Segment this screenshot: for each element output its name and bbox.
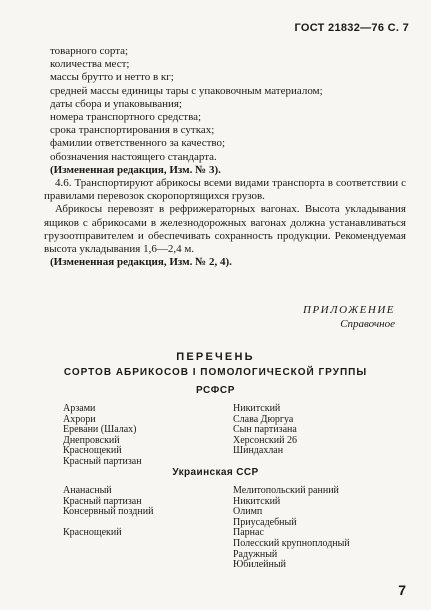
variety-name: Херсонский 26	[233, 434, 297, 446]
list-item: даты сбора и упаковывания;	[50, 97, 182, 110]
list-item: фамилии ответственного за качество;	[50, 137, 226, 150]
variety-name: Мелитопольский ранний	[233, 485, 339, 496]
variety-name: Консервный поздний	[63, 506, 154, 518]
variety-name: Юбилейный	[233, 559, 286, 571]
variety-name: Никитский	[233, 403, 281, 414]
variety-name: Ахрори	[63, 413, 96, 425]
variety-name: Еревани (Шалах)	[63, 424, 137, 436]
variety-name: Днепровский	[63, 434, 120, 446]
main-text	[44, 45, 406, 269]
variety-name: Краснощекий	[63, 527, 122, 539]
page-number: 7	[398, 582, 406, 598]
variety-name: Никитский	[233, 495, 281, 507]
variety-name: Арзами	[63, 403, 96, 414]
rsfsr-right-column	[233, 404, 297, 457]
variety-name: Красный партизан	[63, 455, 142, 467]
paragraph-refrigeration: Абрикосы перевозят в рефрижераторных вагонах. Высота укладывания ящиков с абрикосами в железнодорожных вагонах должна устанавливаться грузоотправителем и обеспечивать сохранность продукции. Рекомендуемая высота укладывания 1,6—2,4 м.	[44, 203, 406, 256]
appendix-label	[303, 303, 395, 331]
list-item: номера транспортного средства;	[50, 111, 202, 124]
variety-name: Сын партизана	[233, 424, 297, 436]
list-title: ПЕРЕЧЕНЬ	[176, 351, 255, 363]
list-item: средней массы единицы тары с упаковочным материалом;	[50, 84, 323, 97]
ukr-right-column	[233, 486, 350, 571]
page-header: ГОСТ 21832—76 С. 7	[294, 22, 409, 34]
list-item: товарного сорта;	[50, 45, 129, 57]
edit-note: (Измененная редакция, Изм. № 2, 4).	[50, 256, 232, 269]
variety-name: Олимп	[233, 506, 263, 518]
variety-name: Парнас	[233, 527, 264, 539]
list-item: обозначения настоящего стандарта.	[50, 150, 217, 163]
section-heading-ukr: Украинская ССР	[172, 467, 259, 478]
variety-name: Слава Дюргуа	[233, 413, 294, 425]
list-item: количества мест;	[50, 58, 130, 71]
rsfsr-left-column	[63, 404, 142, 468]
variety-name: Приусадебный	[233, 516, 297, 528]
ukr-left-column	[63, 486, 153, 539]
variety-name: Красный партизан	[63, 495, 142, 507]
appendix-subtitle: Справочное	[340, 318, 395, 330]
edit-note: (Измененная редакция, Изм. № 3).	[50, 163, 221, 176]
variety-name: Полесский крупноплодный	[233, 537, 350, 549]
list-item: срока транспортирования в сутках;	[50, 124, 215, 137]
list-item: массы брутто и нетто в кг;	[50, 71, 174, 84]
section-heading-rsfsr: РСФСР	[195, 385, 236, 396]
variety-name: Ананасный	[63, 485, 112, 496]
variety-name: Радужный	[233, 548, 278, 560]
label-requirements-list	[44, 45, 406, 164]
variety-name: Краснощекий	[63, 445, 122, 457]
paragraph-4-6: 4.6. Транспортируют абрикосы всеми видами транспорта в соответствии с правилами перевозок скоропортящихся грузов.	[44, 177, 406, 203]
appendix-title: ПРИЛОЖЕНИЕ	[303, 304, 395, 316]
list-subtitle: СОРТОВ АБРИКОСОВ I ПОМОЛОГИЧЕСКОЙ ГРУППЫ	[63, 367, 368, 378]
variety-name: Шиндахлан	[233, 445, 284, 457]
